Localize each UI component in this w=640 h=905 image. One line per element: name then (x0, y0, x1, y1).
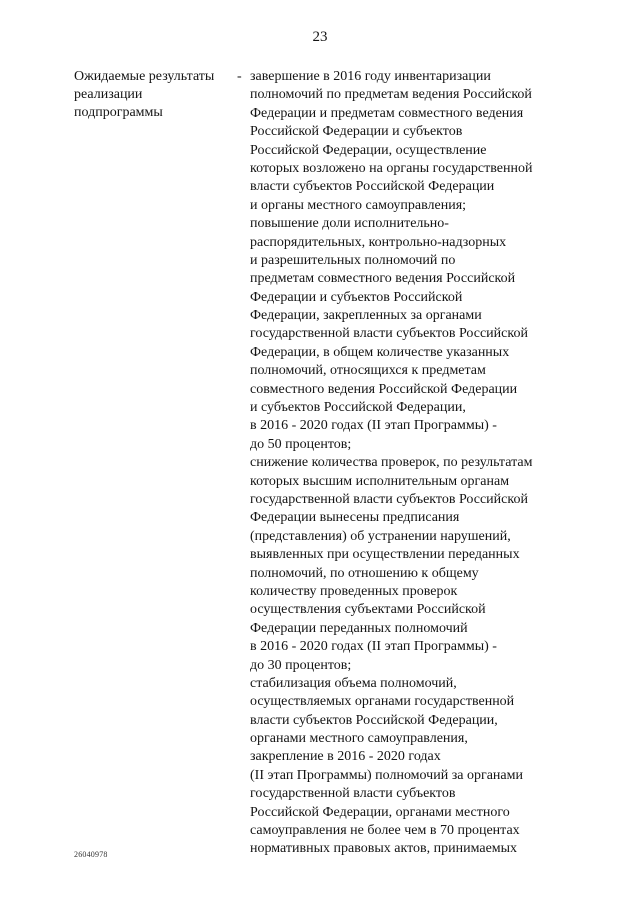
body-text-line: которых высшим исполнительным органам (250, 473, 510, 489)
section-body (250, 68, 590, 859)
body-text-line: (представления) об устранении нарушений, (250, 528, 511, 544)
page-number: 23 (312, 29, 328, 45)
body-text-line: государственной власти субъектов Российской (250, 326, 528, 342)
body-text-line: предметам совместного ведения Российской (250, 271, 516, 287)
separator-dash: - (237, 69, 242, 84)
body-text-line: власти субъектов Российской Федерации (250, 179, 495, 195)
body-text-line: Федерации переданных полномочий (250, 620, 468, 636)
body-text-line: до 30 процентов; (250, 657, 352, 673)
body-text-line: и разрешительных полномочий по (250, 252, 456, 268)
body-text-line: Федерации и субъектов Российской (250, 289, 463, 305)
body-text-line: нормативных правовых актов, принимаемых (250, 841, 518, 857)
body-text-line: власти субъектов Российской Федерации, (250, 712, 498, 728)
body-text-line: завершение в 2016 году инвентаризации (250, 69, 491, 84)
section-label-line: Ожидаемые результаты (74, 69, 215, 84)
body-text-line: выявленных при осуществлении переданных (250, 547, 520, 563)
body-text-line: снижение количества проверок, по результатам (250, 455, 533, 471)
body-text-line: осуществления субъектами Российской (250, 602, 486, 618)
body-text-line: полномочий по предметам ведения Российской (250, 87, 532, 103)
body-text-line: закрепление в 2016 - 2020 годах (250, 749, 441, 765)
body-text-line: повышение доли исполнительно- (250, 216, 449, 232)
body-text-line: распорядительных, контрольно-надзорных (250, 234, 507, 250)
body-text-line: (II этап Программы) полномочий за органами (250, 767, 523, 783)
body-text-line: совместного ведения Российской Федерации (250, 381, 518, 397)
body-text-line: полномочий, по отношению к общему (250, 565, 479, 581)
body-text-line: которых возложено на органы государственной (250, 160, 533, 176)
body-text-line: Российской Федерации, осуществление (250, 142, 487, 158)
body-text-line: самоуправления не более чем в 70 процентах (250, 823, 520, 839)
body-text-line: Федерации вынесены предписания (250, 510, 460, 526)
body-text-line: Федерации, закрепленных за органами (250, 308, 482, 324)
body-text-line: полномочий, относящихся к предметам (250, 363, 486, 379)
body-text-line: в 2016 - 2020 годах (II этап Программы) - (250, 639, 497, 655)
section-label (74, 68, 234, 122)
document-code: 26040978 (74, 850, 108, 859)
body-text-line: Российской Федерации, органами местного (250, 804, 510, 820)
section-label-line: подпрограммы (74, 105, 163, 120)
body-text-line: государственной власти субъектов (250, 786, 456, 802)
body-text-line: стабилизация объема полномочий, (250, 675, 457, 691)
section-label-line: реализации (74, 87, 143, 102)
body-text-line: до 50 процентов; (250, 436, 352, 452)
body-text-line: и органы местного самоуправления; (250, 197, 467, 213)
body-text-line: и субъектов Российской Федерации, (250, 400, 466, 416)
body-text-line: в 2016 - 2020 годах (II этап Программы) - (250, 418, 497, 434)
body-text-line: осуществляемых органами государственной (250, 694, 515, 710)
body-text-line: органами местного самоуправления, (250, 731, 468, 747)
body-text-line: Федерации и предметам совместного ведения (250, 105, 524, 121)
body-text-line: государственной власти субъектов Российской (250, 491, 528, 507)
body-text-line: количеству проведенных проверок (250, 583, 458, 599)
body-text-line: Федерации, в общем количестве указанных (250, 344, 510, 360)
body-text-line: Российской Федерации и субъектов (250, 124, 463, 140)
